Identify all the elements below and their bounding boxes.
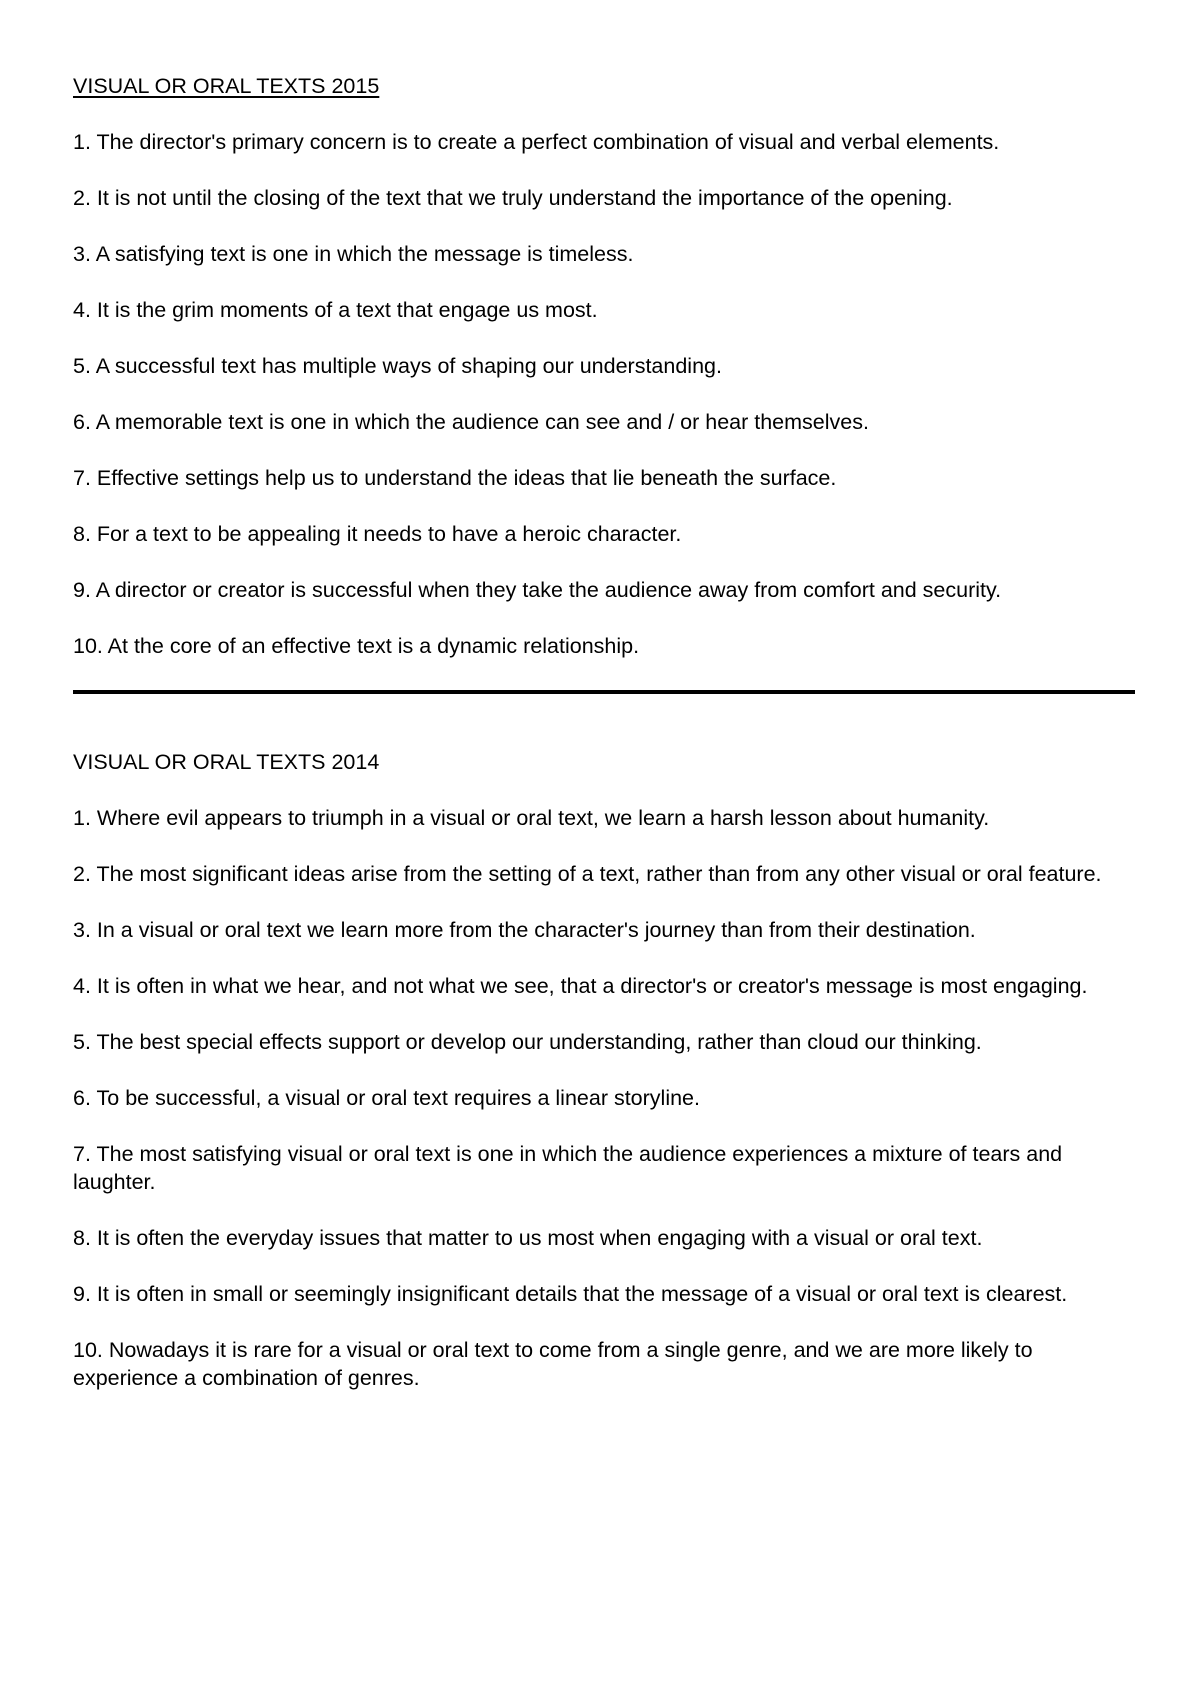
essay-topic: 9. It is often in small or seemingly insignificant details that the message of a visual or oral text is clearest. [73,1282,1068,1306]
essay-topic: 10. At the core of an effective text is a dynamic relationship. [73,634,640,658]
essay-topic: 2. It is not until the closing of the text that we truly understand the importance of the opening. [73,186,953,210]
essay-topic: 8. It is often the everyday issues that matter to us most when engaging with a visual or oral text. [73,1226,983,1250]
essay-topic: 9. A director or creator is successful when they take the audience away from comfort and security. [73,578,1002,602]
section-2015 [73,72,1133,660]
essay-topic: 1. Where evil appears to triumph in a visual or oral text, we learn a harsh lesson about humanity. [73,806,990,830]
essay-topic: 6. A memorable text is one in which the audience can see and / or hear themselves. [73,410,869,434]
essay-topic: 5. The best special effects support or develop our understanding, rather than cloud our thinking. [73,1030,982,1054]
essay-topic: 10. Nowadays it is rare for a visual or oral text to come from a single genre, and we are more likely to experience a combination of genres. [73,1338,1033,1390]
essay-topic: 6. To be successful, a visual or oral text requires a linear storyline. [73,1086,700,1110]
essay-topic: 1. The director's primary concern is to create a perfect combination of visual and verbal elements. [73,130,1000,154]
section-2014 [73,748,1133,1392]
essay-topic: 4. It is the grim moments of a text that engage us most. [73,298,598,322]
section-heading-2015: VISUAL OR ORAL TEXTS 2015 [73,74,380,98]
essay-topic: 3. A satisfying text is one in which the message is timeless. [73,242,634,266]
essay-topic: 7. Effective settings help us to understand the ideas that lie beneath the surface. [73,466,837,490]
essay-topic: 7. The most satisfying visual or oral text is one in which the audience experiences a mixture of tears and laughter. [73,1142,1063,1194]
essay-topic: 4. It is often in what we hear, and not what we see, that a director's or creator's message is most engaging. [73,974,1088,998]
essay-topic: 2. The most significant ideas arise from the setting of a text, rather than from any other visual or oral feature. [73,862,1102,886]
essay-topic: 8. For a text to be appealing it needs to have a heroic character. [73,522,682,546]
section-heading-2014: VISUAL OR ORAL TEXTS 2014 [73,750,380,774]
essay-topic: 5. A successful text has multiple ways of shaping our understanding. [73,354,722,378]
section-divider [73,690,1135,694]
essay-topic: 3. In a visual or oral text we learn more from the character's journey than from their destination. [73,918,976,942]
